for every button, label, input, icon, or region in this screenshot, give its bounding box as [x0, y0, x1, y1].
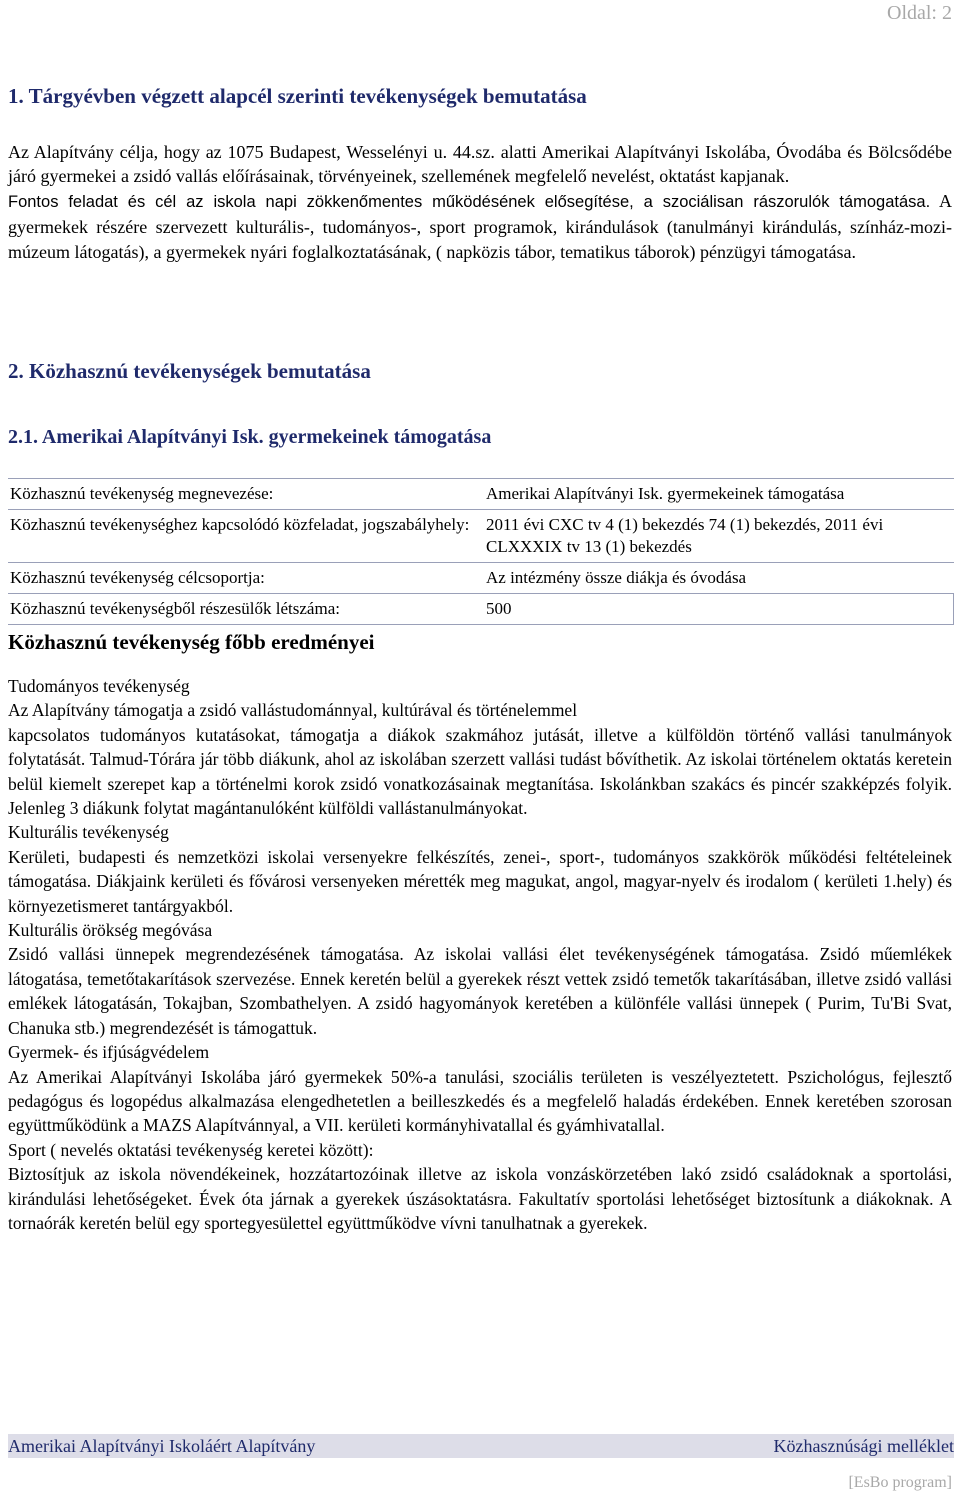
paragraph-heritage-body: Zsidó vallási ünnepek megrendezésének támogatása. Az iskolai vallási élet tevékenységének támogatása. Zsidó műemlékek látogatása, temetőtakarítások szervezése. Ennek keretén belül a gyerekek részt vettek zsidó temetők takarításában, illetve zsidó vallási emlékek látogatásán, Tokajban, Szombathelyen. A zsidó hagyományok keretében a különféle vallási ünnepek ( Purim, Tu'Bi Svat, Chanuka stb.) megrendezését is támogattuk. [8, 944, 952, 1038]
paragraph-cultural-body: Kerületi, budapesti és nemzetközi iskolai versenyekre felkészítés, zenei-, sport-, tudományos szakkörök működési feltételeinek támogatása. Diákjaink kerületi és fővárosi versenyeken mérették meg magukat, angol, magyar-nyelv és irodalom ( kerületi 1.hely) és környezetismeret tantárgyakból. [8, 846, 952, 916]
page-number: Oldal: 2 [887, 2, 952, 24]
footer-program: [EsBo program] [848, 1474, 952, 1491]
table-row [8, 563, 954, 594]
footer-document-type: Közhasznúsági melléklet [773, 1436, 954, 1456]
table-value: 500 [484, 594, 954, 625]
paragraph-scientific-lead: Az Alapítvány támogatja a zsidó vallástudománnyal, kultúrával és történelemmel [8, 700, 578, 721]
section-1-detail-serif: A gyermekek részére szervezett kulturális-, tudományos-, sport programok, kirándulások (tanulmányi kirándulás, színház-mozi- múzeum látogatás), a gyermekek nyári foglalkoztatásának, ( napközis tábor, tematikus táborok) pénzügyi támogatása. [8, 191, 952, 262]
table-label: Közhasznú tevékenység megnevezése: [8, 479, 484, 510]
paragraph-scientific-body: kapcsolatos tudományos kutatásokat, támogatja a diákok szakmához jutását, illetve a külföldön történő vallási tanulmányok folytatását. Talmud-Tórára jár több diákunk, ahol az iskolában szerzett vallási tudást bővíthetik. Az iskolai történelem oktatás keretein belül kiemelt szerepet kap a történelmi korok zsidó vonatkozásainak megtanítása. Iskolánkban szakács és pincér szakképzés folyik. Jelenleg 3 diákunk folytat magántanulóként külföldi vallástanulmányokat. [8, 724, 952, 819]
section-1-detail-sans: Fontos feladat és cél az iskola napi zökkenőmentes működésének elősegítése, a szociálisan rászorulók támogatása. [8, 193, 931, 211]
paragraph-cultural-title: Kulturális tevékenység [8, 822, 169, 843]
table-row [8, 510, 954, 563]
section-2-heading: 2. Közhasznú tevékenységek bemutatása [8, 359, 371, 383]
section-1-heading: 1. Tárgyévben végzett alapcél szerinti tevékenységek bemutatása [8, 84, 587, 108]
table-row [8, 479, 954, 510]
paragraph-sport-title: Sport ( nevelés oktatási tevékenység keretei között): [8, 1139, 374, 1160]
table-row [8, 594, 954, 625]
table-label: Közhasznú tevékenységhez kapcsolódó közfeladat, jogszabályhely: [8, 510, 484, 563]
paragraph-child-protection-body: Az Amerikai Alapítványi Iskolába járó gyermekek 50%-a tanulási, szociális területen is veszélyeztetett. Pszichológus, fejlesztő pedagógus és logopédus alkalmazása elengedhetetlen a beilleszkedés és a megfelelő haladás érdekében. Ennek keretében szorosan együttműködünk a MAZS Alapítvánnyal, a VII. kerületi kormányhivatallal és gyámhivatallal. [8, 1066, 952, 1136]
paragraph-scientific-title: Tudományos tevékenység [8, 676, 190, 696]
footer-bar [8, 1434, 954, 1458]
table-value: 2011 évi CXC tv 4 (1) bekezdés 74 (1) bekezdés, 2011 évi CLXXXIX tv 13 (1) bekezdés [484, 510, 954, 563]
footer-organization: Amerikai Alapítványi Iskoláért Alapítvány [8, 1436, 316, 1456]
paragraph-heritage-title: Kulturális örökség megóvása [8, 920, 213, 941]
section-2-1-heading: 2.1. Amerikai Alapítványi Isk. gyermekeinek támogatása [8, 426, 492, 448]
paragraph-child-protection-title: Gyermek- és ifjúságvédelem [8, 1042, 210, 1063]
section-1-intro: Az Alapítvány célja, hogy az 1075 Budapest, Wesselényi u. 44.sz. alatti Amerikai Alapítványi Iskolába, Óvodába és Bölcsődébe járó gyermekei a zsidó vallás előírásainak, törvényeinek, szellemének megfelelő nevelést, oktatást kapjanak. [8, 142, 952, 186]
table-label: Közhasznú tevékenység célcsoportja: [8, 563, 484, 594]
info-table [8, 478, 954, 625]
table-label: Közhasznú tevékenységből részesülők létszáma: [8, 594, 484, 625]
results-body [8, 674, 952, 1235]
table-value: Az intézmény össze diákja és óvodása [484, 563, 954, 594]
paragraph-sport-body: Biztosítjuk az iskola növendékeinek, hozzátartozóinak illetve az iskola vonzáskörzetében lakó zsidó családoknak a sportolási, kirándulási lehetőségeket. Évek óta járnak a gyerekek úszásoktatásra. Fakultatív sportolási lehetőséget biztosítunk a diákoknak. A tornaórák keretén belül egy sportegyesülettel együttműködve vívni tanulhatnak a gyerekek. [8, 1164, 952, 1233]
results-heading: Közhasznú tevékenység főbb eredményei [8, 630, 375, 654]
table-value: Amerikai Alapítványi Isk. gyermekeinek támogatása [484, 479, 954, 510]
section-1-detail [8, 189, 952, 266]
